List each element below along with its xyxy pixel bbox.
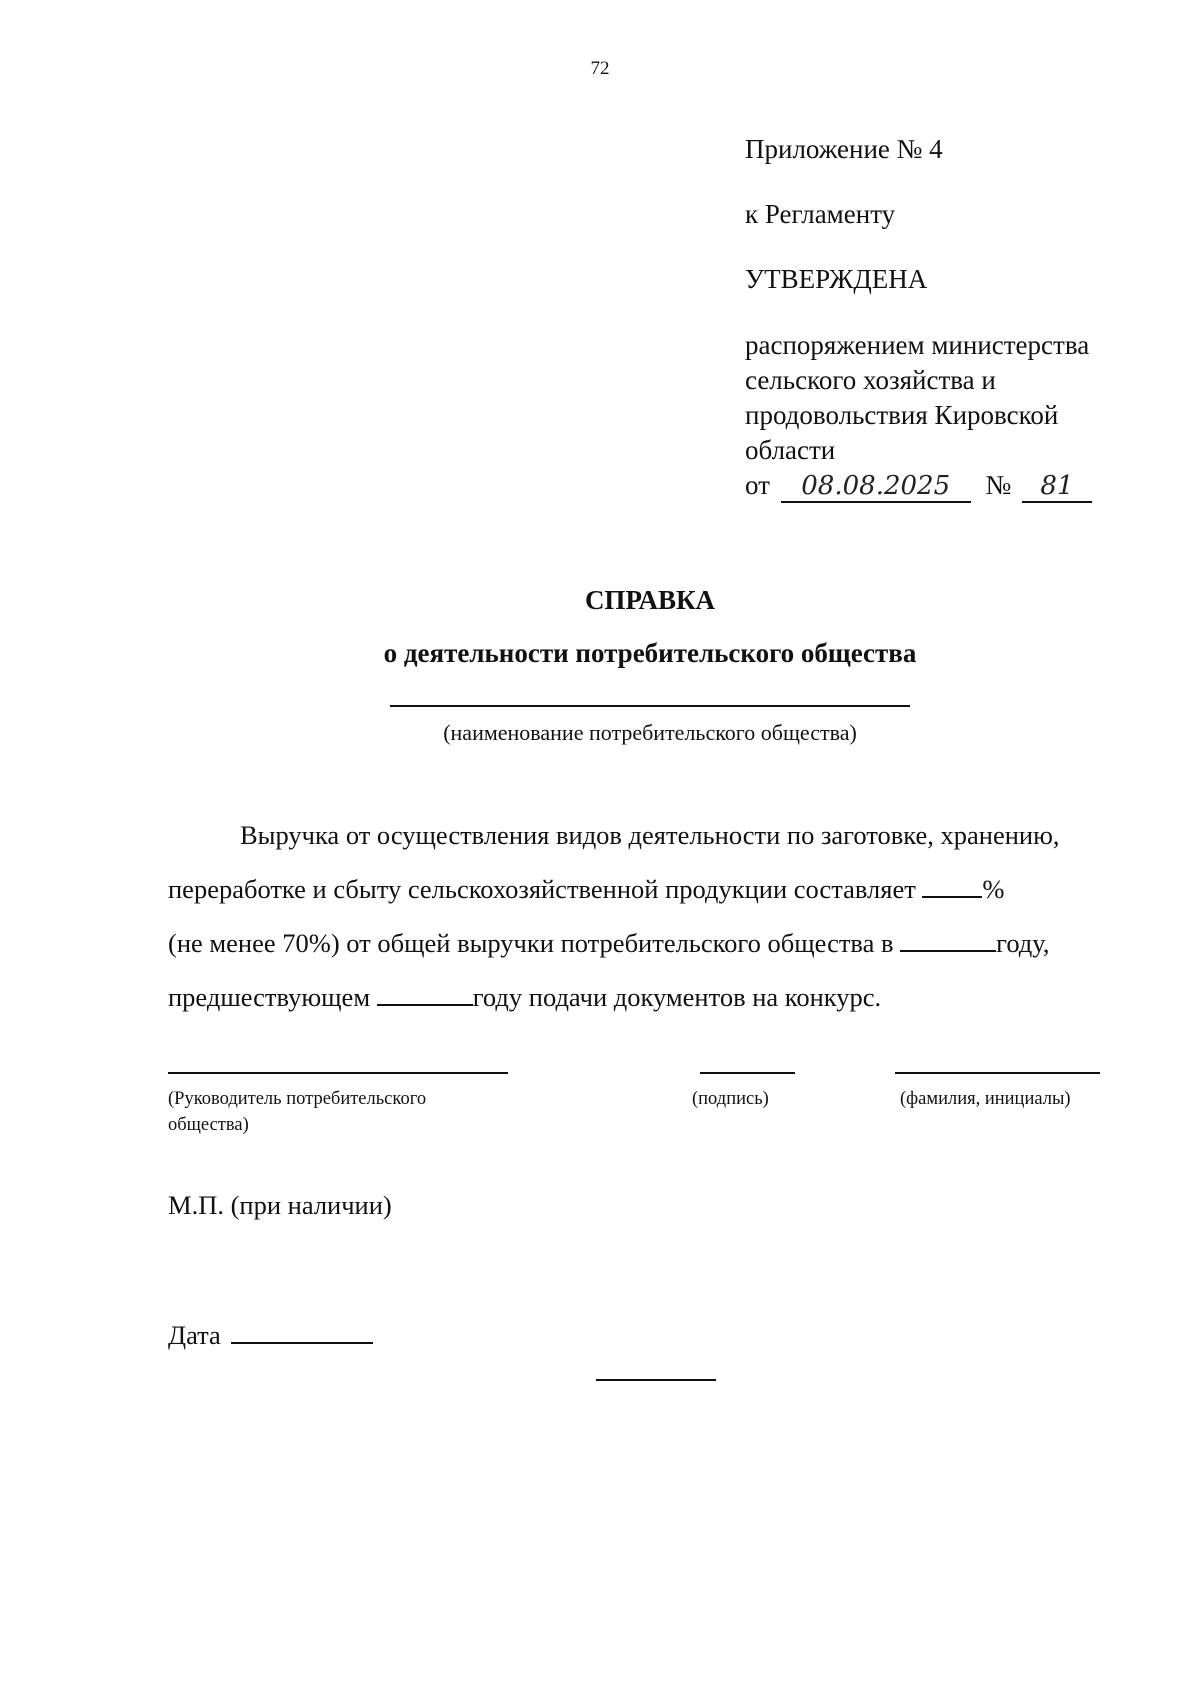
approved-by-line3: продовольствия Кировской: [745, 400, 1059, 430]
signature-caption: (подпись): [692, 1089, 769, 1109]
approved-by-line1: распоряжением министерства: [745, 330, 1090, 360]
approved-label: УТВЕРЖДЕНА: [745, 264, 928, 294]
head-caption: (Руководитель потребительского общества): [168, 1089, 427, 1135]
year-blank-1: [900, 928, 996, 952]
body-paragraph: [168, 808, 1138, 1024]
name-initials-caption: (фамилия, инициалы): [900, 1089, 1071, 1109]
body-line-3: (не менее 70%) от общей выручки потребительского общества в году,: [168, 928, 1050, 958]
date-field: [168, 1316, 373, 1351]
appendix-to-regulation: к Регламенту: [745, 199, 896, 229]
date-from-label: от: [745, 470, 770, 500]
approved-by-line2: сельского хозяйства и: [745, 365, 996, 395]
year-blank-2: [377, 982, 473, 1006]
document-subtitle: о деятельности потребительского общества: [383, 638, 917, 668]
stamp-label: М.П. (при наличии): [168, 1190, 392, 1220]
number-label: №: [985, 470, 1012, 500]
approved-by-line4: области: [745, 435, 836, 465]
head-signature-line: [168, 1072, 508, 1074]
signature-line: [700, 1072, 795, 1074]
page-number: 72: [590, 58, 610, 79]
handwritten-date: 08.08.2025: [781, 471, 971, 503]
body-line-4: предшествующем году подачи документов на конкурс.: [168, 982, 882, 1012]
body-line-2: переработке и сбыту сельскохозяйственной продукции составляет %: [168, 874, 1005, 904]
appendix-number: Приложение № 4: [745, 134, 943, 164]
approval-date-number: [745, 470, 1092, 503]
percent-blank: [922, 874, 982, 898]
date-blank: [231, 1316, 373, 1344]
handwritten-number: 81: [1022, 471, 1092, 503]
end-divider: [596, 1379, 716, 1381]
body-line-1: Выручка от осуществления видов деятельности по заготовке, хранению,: [240, 820, 1060, 850]
organization-name-caption: (наименование потребительского общества): [443, 720, 857, 745]
date-label: Дата: [168, 1320, 221, 1350]
document-title: СПРАВКА: [584, 585, 716, 615]
name-initials-line: [895, 1072, 1100, 1074]
organization-name-line: [390, 705, 910, 707]
